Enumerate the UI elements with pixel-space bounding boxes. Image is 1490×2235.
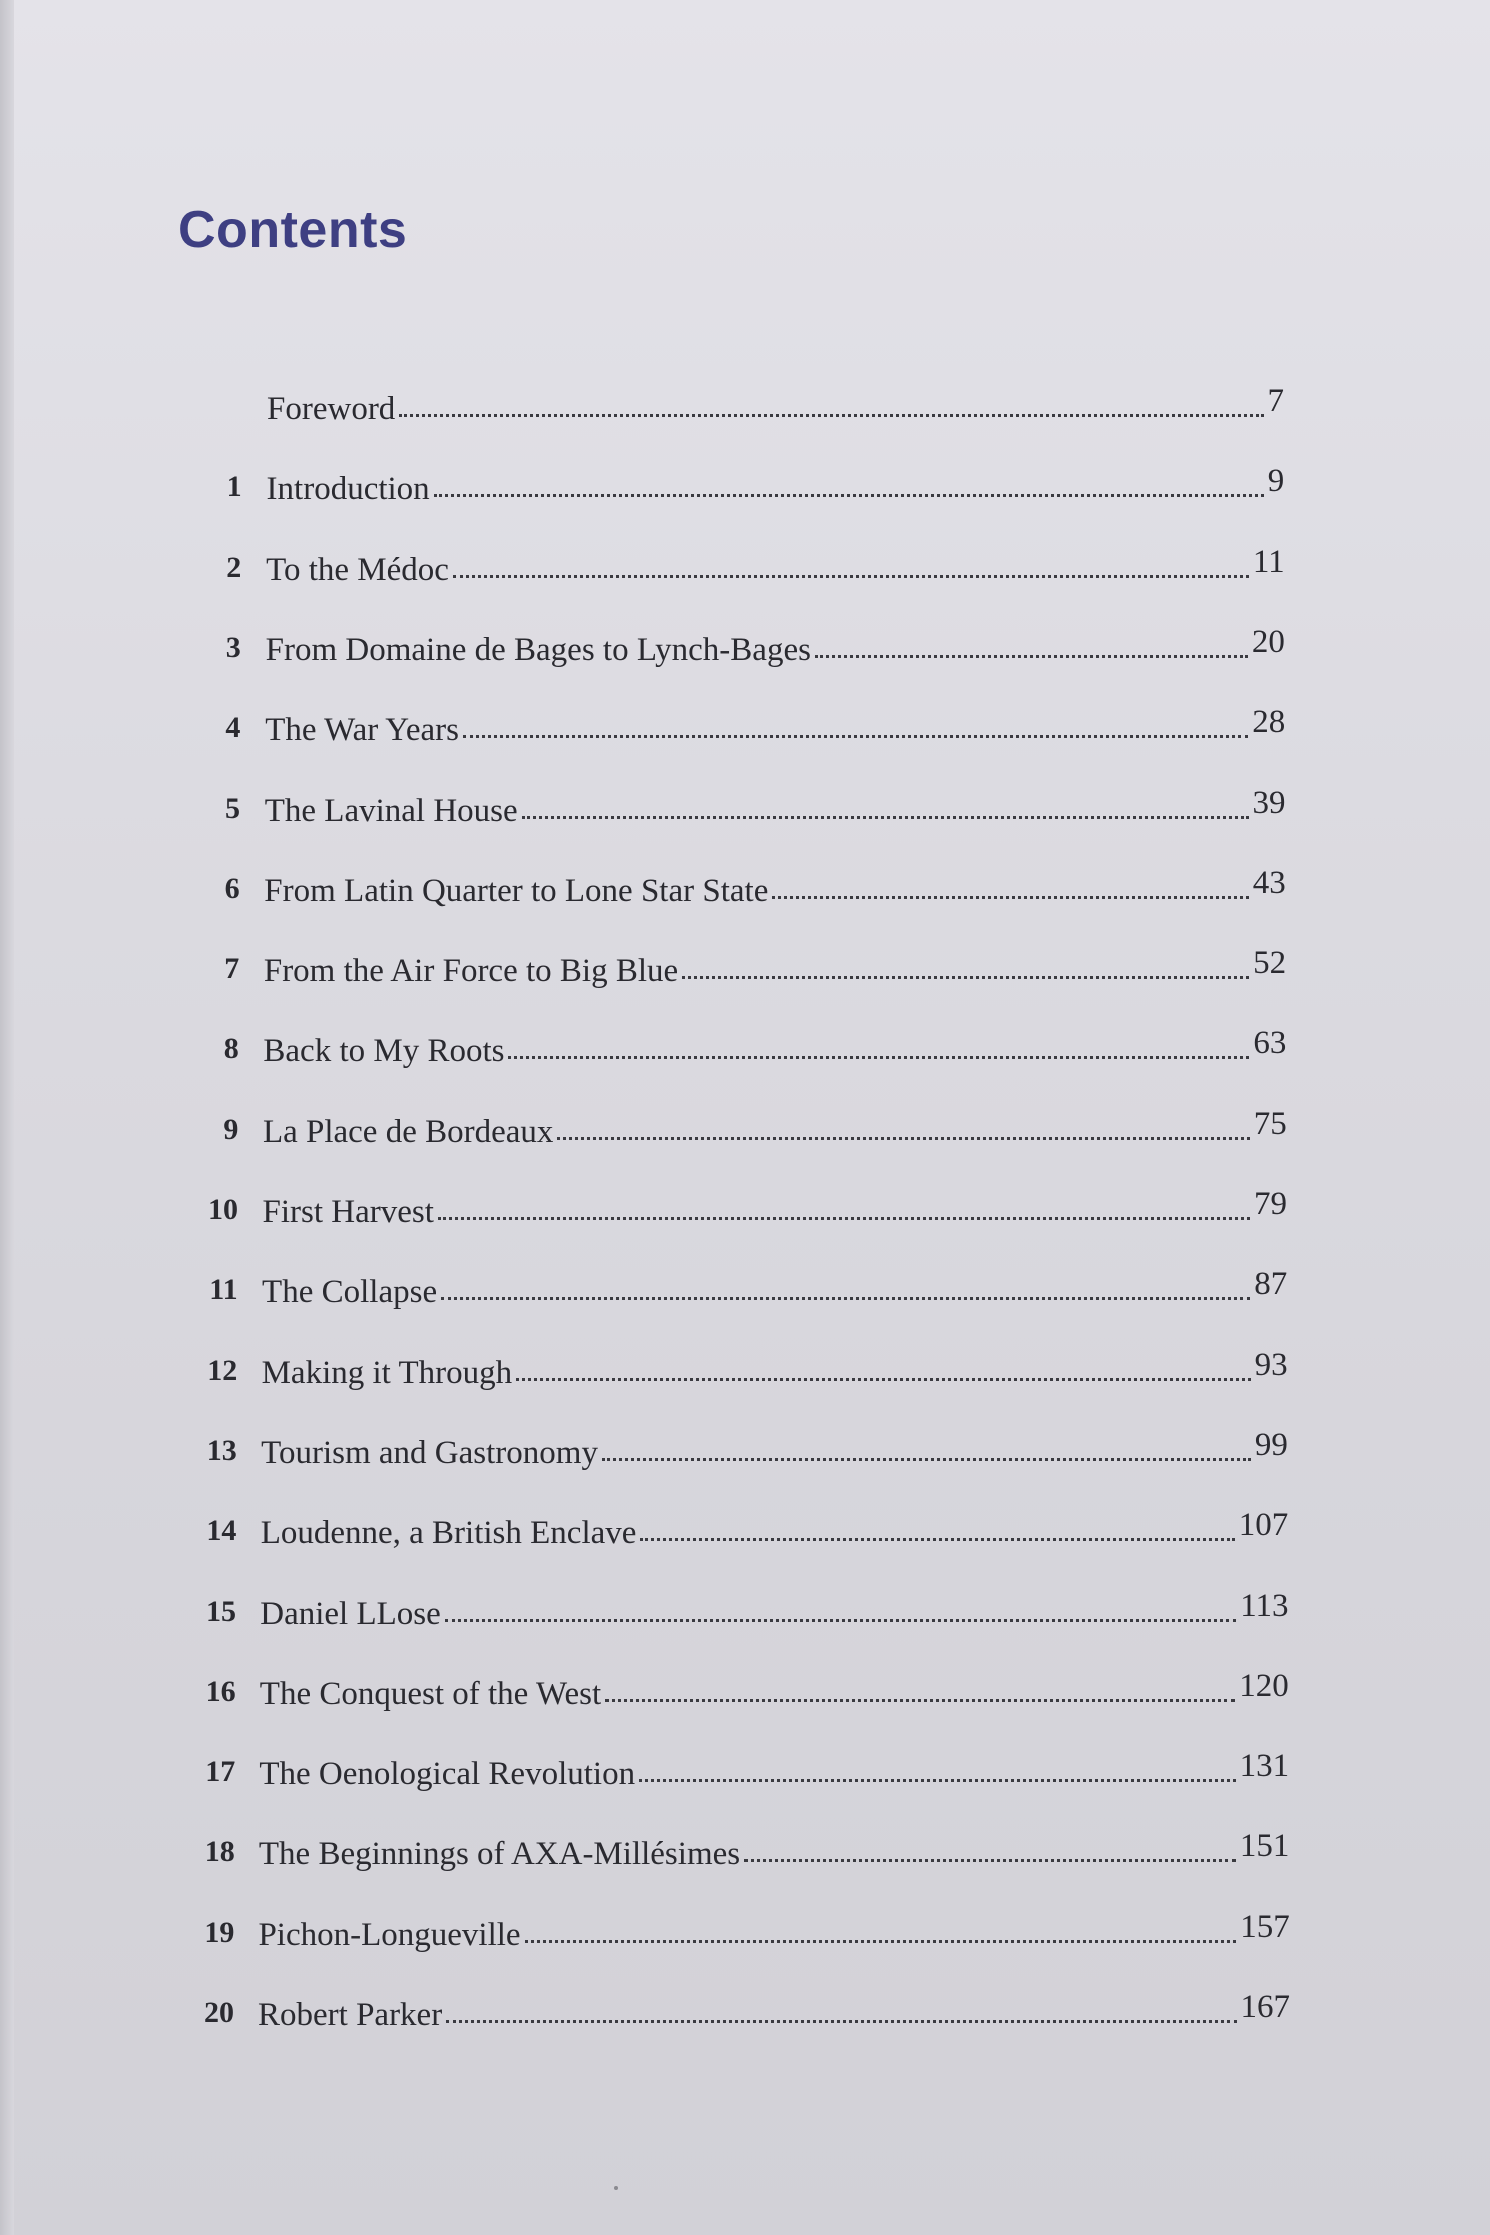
page-number: 99 <box>1254 1426 1288 1463</box>
toc-entry <box>223 1024 1287 1070</box>
chapter-title: The Oenological Revolution <box>259 1756 636 1793</box>
page-number: 39 <box>1252 784 1286 821</box>
toc-entry <box>223 1105 1287 1150</box>
chapter-title: Pichon-Longueville <box>258 1916 521 1953</box>
dot-leader <box>815 655 1248 658</box>
toc-entry <box>205 1747 1290 1793</box>
chapter-title: Making it Through <box>261 1354 513 1391</box>
dot-leader <box>453 575 1249 578</box>
page-number: 107 <box>1238 1507 1289 1544</box>
chapter-number: 10 <box>208 1193 238 1226</box>
page-number: 75 <box>1253 1105 1287 1142</box>
chapter-title: Introduction <box>266 471 430 508</box>
page-number: 157 <box>1240 1908 1290 1945</box>
dot-leader <box>522 816 1249 819</box>
dot-leader <box>744 1859 1236 1862</box>
page-number: 93 <box>1254 1346 1288 1383</box>
dot-leader <box>446 2020 1236 2023</box>
chapter-number: 9 <box>223 1112 239 1146</box>
chapter-title: Foreword <box>267 391 396 427</box>
chapter-number: 5 <box>225 791 240 825</box>
dot-leader <box>434 494 1264 497</box>
chapter-title: Tourism and Gastronomy <box>261 1434 598 1471</box>
chapter-title: To the Médoc <box>266 551 449 588</box>
dot-leader <box>508 1056 1249 1059</box>
chapter-title: The Conquest of the West <box>259 1675 602 1712</box>
page-title: Contents <box>178 201 408 259</box>
dot-leader <box>772 896 1248 899</box>
dot-leader <box>557 1137 1249 1140</box>
page-number: 9 <box>1267 463 1285 500</box>
chapter-title: From Latin Quarter to Lone Star State <box>264 872 769 909</box>
toc-entry <box>226 543 1285 588</box>
chapter-title: Robert Parker <box>258 1997 443 2033</box>
chapter-number: 12 <box>207 1353 238 1387</box>
chapter-number: 2 <box>226 550 242 584</box>
dot-leader <box>525 1940 1237 1943</box>
chapter-number: 7 <box>224 952 240 986</box>
chapter-number: 15 <box>206 1594 236 1628</box>
page-number: 7 <box>1267 383 1284 419</box>
page-number: 52 <box>1253 945 1287 982</box>
chapter-title: From the Air Force to Big Blue <box>263 953 679 990</box>
chapter-title: Loudenne, a British Enclave <box>260 1515 637 1552</box>
chapter-number: 4 <box>225 711 241 745</box>
dot-leader <box>605 1699 1235 1702</box>
toc-entry <box>206 1426 1288 1471</box>
toc-entry <box>224 944 1287 990</box>
chapter-number: 1 <box>226 470 242 504</box>
chapter-title: The War Years <box>265 712 459 749</box>
toc-entry <box>226 462 1285 508</box>
chapter-number: 16 <box>205 1674 236 1708</box>
page-number: 11 <box>1252 543 1285 580</box>
chapter-title: From Domaine de Bages to Lynch-Bages <box>265 631 811 668</box>
chapter-number: 17 <box>205 1755 236 1789</box>
toc-entry <box>209 1265 1288 1311</box>
chapter-number: 3 <box>225 630 241 664</box>
page-number: 20 <box>1251 623 1285 660</box>
toc-entry <box>204 1988 1290 2033</box>
page-number: 151 <box>1239 1828 1290 1865</box>
toc-entry <box>225 623 1285 668</box>
page-number: 87 <box>1254 1266 1288 1303</box>
toc-entry <box>205 1667 1289 1712</box>
chapter-number: 6 <box>224 871 240 905</box>
page-number: 113 <box>1240 1587 1289 1624</box>
dot-leader <box>682 976 1249 979</box>
toc-entry <box>204 1908 1290 1953</box>
toc-entry <box>225 784 1286 829</box>
page-number: 63 <box>1253 1025 1287 1062</box>
dot-leader <box>445 1619 1236 1622</box>
chapter-number: 20 <box>204 1996 234 2029</box>
page-number: 79 <box>1254 1186 1287 1222</box>
page-number: 28 <box>1252 704 1286 741</box>
toc-entry <box>225 703 1286 749</box>
chapter-title: First Harvest <box>262 1194 434 1230</box>
page-number: 167 <box>1240 1989 1290 2025</box>
chapter-title: The Collapse <box>262 1274 438 1311</box>
toc-entry <box>267 382 1284 426</box>
page-number: 43 <box>1252 864 1286 901</box>
chapter-title: Back to My Roots <box>263 1033 505 1070</box>
toc-entry <box>206 1506 1289 1552</box>
toc-entry <box>207 1346 1288 1391</box>
toc-entry <box>224 864 1286 909</box>
dot-leader <box>516 1378 1250 1381</box>
dot-leader <box>441 1297 1250 1300</box>
chapter-number: 11 <box>209 1273 238 1307</box>
page-number: 120 <box>1239 1667 1289 1704</box>
chapter-title: La Place de Bordeaux <box>262 1113 554 1150</box>
dot-leader <box>639 1779 1236 1782</box>
chapter-number: 14 <box>206 1514 237 1548</box>
toc-entry <box>204 1827 1290 1873</box>
dot-leader <box>463 735 1248 738</box>
chapter-title: The Lavinal House <box>264 792 518 829</box>
chapter-number: 13 <box>206 1433 237 1467</box>
dot-leader <box>640 1538 1234 1541</box>
dot-leader <box>399 414 1263 417</box>
dot-leader <box>602 1458 1251 1461</box>
page-number: 131 <box>1239 1748 1290 1785</box>
chapter-title: The Beginnings of AXA-Millésimes <box>258 1836 741 1873</box>
chapter-number: 19 <box>204 1915 235 1949</box>
toc-entry <box>208 1185 1288 1230</box>
chapter-number: 8 <box>223 1032 239 1066</box>
chapter-title: Daniel LLose <box>260 1595 441 1632</box>
toc-entry <box>206 1587 1289 1632</box>
chapter-number: 18 <box>204 1835 235 1869</box>
paper-speck <box>614 2186 618 2190</box>
dot-leader <box>438 1217 1250 1220</box>
